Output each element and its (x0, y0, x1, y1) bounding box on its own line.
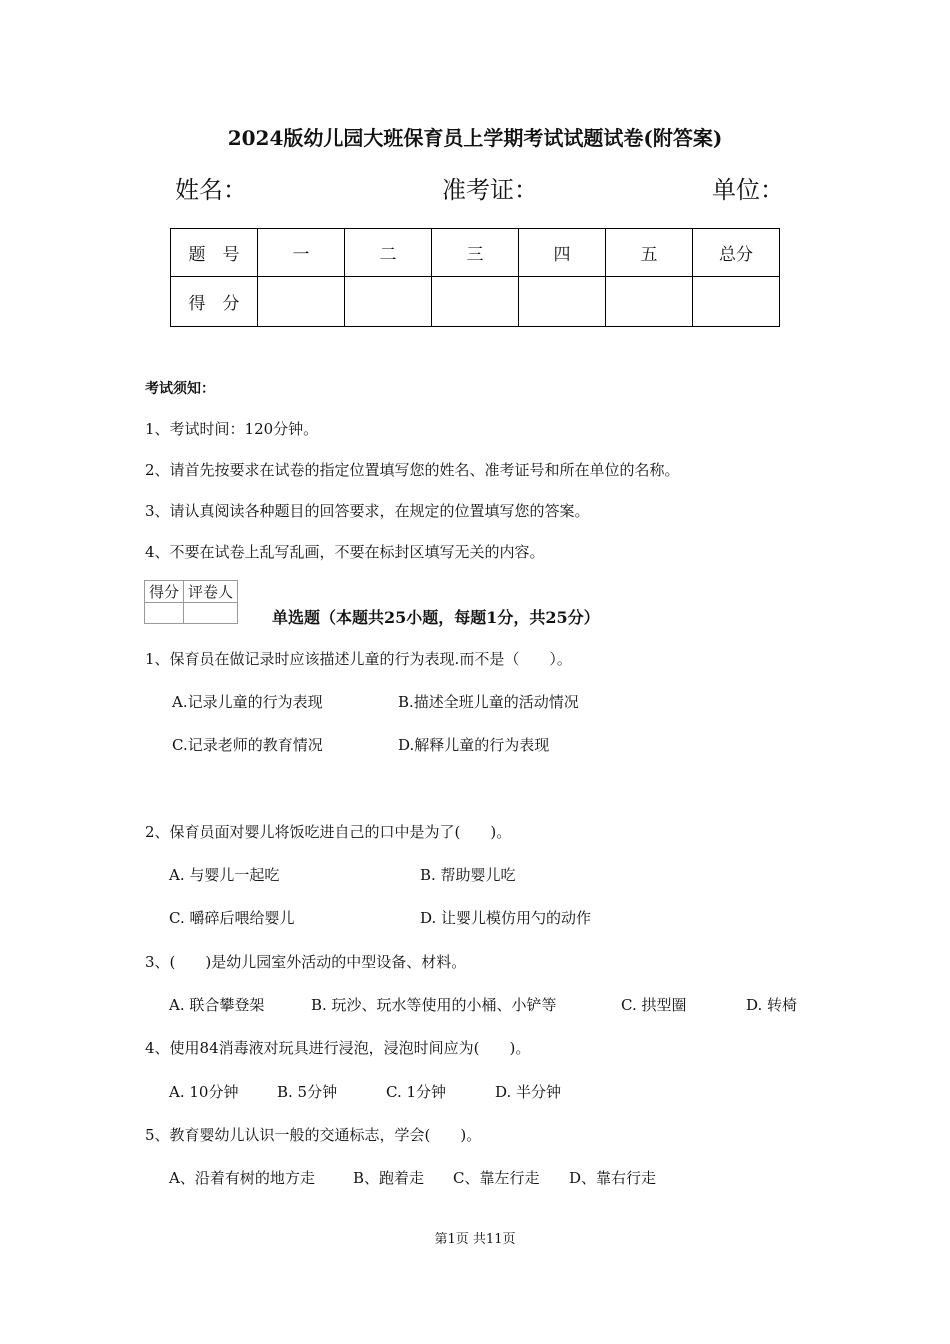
option: A. 联合攀登架 (169, 996, 265, 1014)
option: A.记录儿童的行为表现 (172, 693, 323, 711)
notice-heading: 考试须知： (145, 381, 215, 397)
option: D. 半分钟 (495, 1083, 562, 1101)
question-text: 4、使用84消毒液对玩具进行浸泡，浸泡时间应为( )。 (145, 1039, 531, 1057)
question-text: 2、保育员面对婴儿将饭吃进自己的口中是为了( )。 (145, 823, 512, 841)
score-table-column: 三 (432, 229, 519, 277)
score-cell[interactable] (519, 277, 606, 327)
score-cell[interactable] (345, 277, 432, 327)
option: A. 与婴儿一起吃 (169, 866, 280, 884)
exam-number-field-label: 准考证： (442, 176, 538, 204)
question-text: 3、( )是幼儿园室外活动的中型设备、材料。 (145, 953, 467, 971)
option: B. 5分钟 (277, 1083, 338, 1101)
option: C、靠左行走 (453, 1169, 540, 1187)
page-footer: 第1页 共11页 (434, 1232, 516, 1247)
option: D、靠右行走 (569, 1169, 657, 1187)
score-table-header-row (171, 229, 780, 277)
grader-box-grader-label: 评卷人 (184, 581, 238, 603)
option: B.描述全班儿童的活动情况 (398, 693, 579, 711)
unit-field-label: 单位： (712, 176, 784, 204)
notice-item: 2、请首先按要求在试卷的指定位置填写您的姓名、准考证号和所在单位的名称。 (145, 461, 680, 479)
grader-box-score-label: 得分 (145, 581, 184, 603)
score-table-column: 二 (345, 229, 432, 277)
option: C. 1分钟 (386, 1083, 447, 1101)
option: B、跑着走 (353, 1169, 425, 1187)
option: C.记录老师的教育情况 (172, 736, 323, 754)
option: A、沿着有树的地方走 (169, 1169, 315, 1187)
option: D. 转椅 (746, 996, 798, 1014)
score-table (170, 228, 780, 327)
option: A. 10分钟 (169, 1083, 239, 1101)
grader-box-score-cell[interactable] (145, 603, 184, 624)
option: D.解释儿童的行为表现 (398, 736, 550, 754)
question-text: 5、教育婴幼儿认识一般的交通标志，学会( )。 (145, 1126, 482, 1144)
score-table-score-label: 得 分 (171, 277, 258, 327)
section-heading: 单选题（本题共25小题，每题1分，共25分） (272, 608, 600, 627)
score-cell[interactable] (693, 277, 780, 327)
option: D. 让婴儿模仿用勺的动作 (420, 909, 592, 927)
score-cell[interactable] (606, 277, 693, 327)
option: C. 拱型圈 (621, 996, 687, 1014)
notice-item: 4、不要在试卷上乱写乱画，不要在标封区填写无关的内容。 (145, 543, 545, 561)
name-field-label: 姓名： (175, 176, 247, 204)
option: B. 帮助婴儿吃 (420, 866, 516, 884)
score-cell[interactable] (258, 277, 345, 327)
option: C. 嚼碎后喂给婴儿 (169, 909, 295, 927)
grader-box-grader-cell[interactable] (184, 603, 238, 624)
score-cell[interactable] (432, 277, 519, 327)
notice-item: 3、请认真阅读各种题目的回答要求，在规定的位置填写您的答案。 (145, 502, 590, 520)
score-table-header-label: 题 号 (171, 229, 258, 277)
score-table-score-row (171, 277, 780, 327)
score-table-column: 四 (519, 229, 606, 277)
score-table-column: 一 (258, 229, 345, 277)
option: B. 玩沙、玩水等使用的小桶、小铲等 (311, 996, 557, 1014)
score-table-column: 五 (606, 229, 693, 277)
grader-box (144, 580, 238, 624)
notice-item: 1、考试时间：120分钟。 (145, 420, 319, 438)
exam-title: 2024版幼儿园大班保育员上学期考试试题试卷(附答案) (227, 126, 723, 150)
question-text: 1、保育员在做记录时应该描述儿童的行为表现.而不是（ ）。 (145, 650, 572, 668)
score-table-column: 总分 (693, 229, 780, 277)
